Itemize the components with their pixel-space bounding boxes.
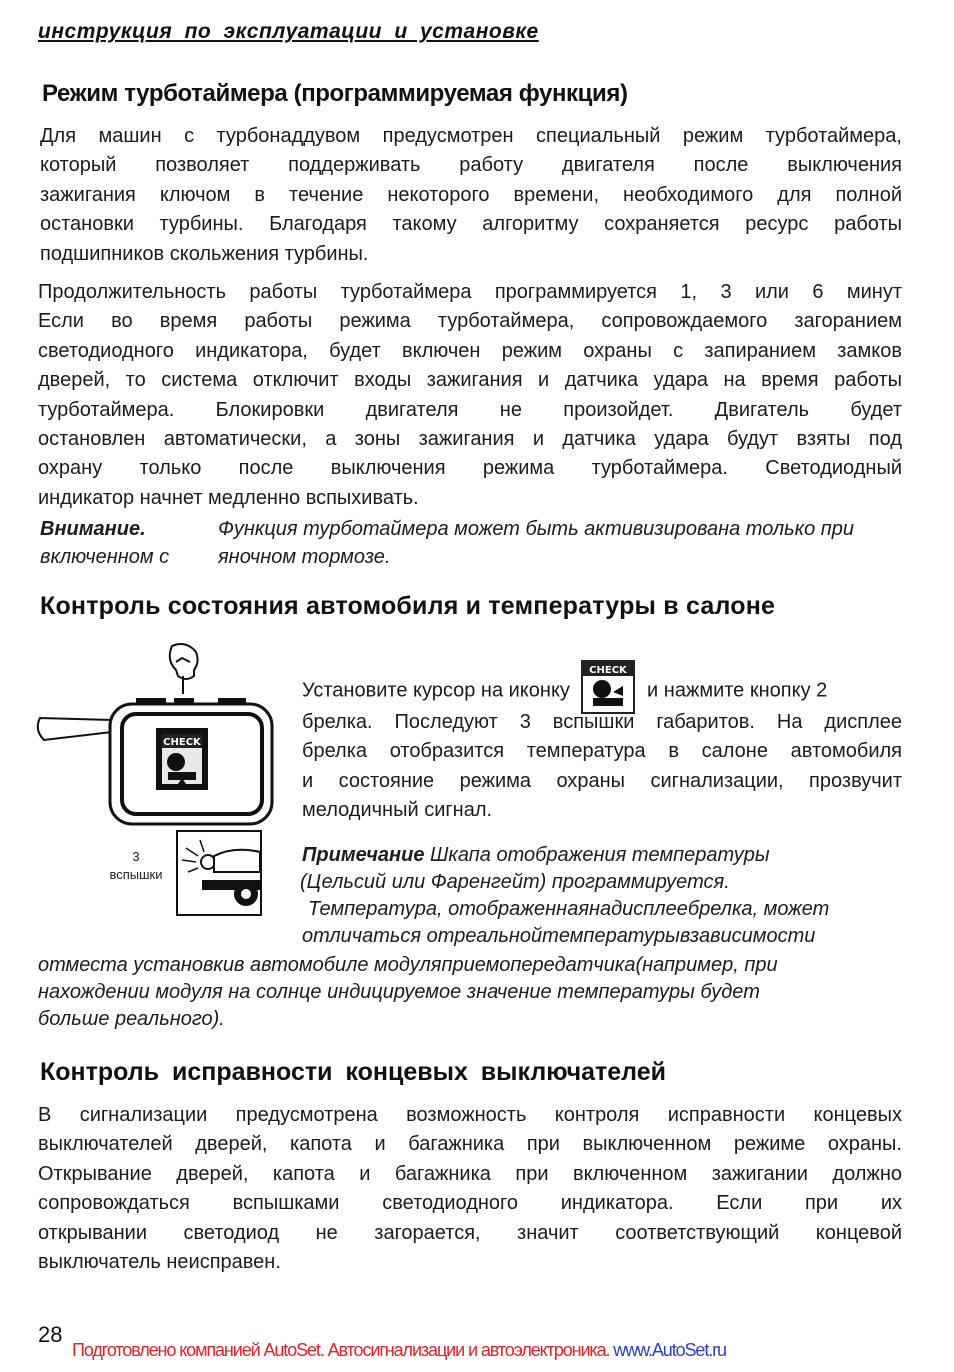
- section-title-temperature: Контроль состояния автомобиля и температуры в салоне: [40, 592, 776, 620]
- note-line-3: Температура, отображеннаянадисплеебрелка, может: [308, 898, 830, 920]
- text-line: турботаймера. Блокировки двигателя не произойдет. Двигатель будет: [38, 398, 902, 421]
- pointing-hand-icon: [170, 644, 198, 694]
- car-headlight-flash-icon: [176, 830, 262, 916]
- section-title-switches: Контроль исправности концевых выключателей: [40, 1058, 667, 1086]
- text-line: Открывание дверей, капота и багажника при включенном зажигании должно: [38, 1162, 902, 1185]
- footer-credit: [72, 1340, 726, 1361]
- flash-count-label: [96, 848, 176, 884]
- text-line: Если во время работы режима турботаймера, сопровождаемого загоранием: [38, 310, 902, 333]
- keyfob-illustration: [36, 640, 276, 830]
- attention-text-cont-2: яночном тормозе.: [218, 546, 391, 568]
- note-wide-block: [38, 952, 888, 1033]
- instruction-text: Установите курсор на иконку: [302, 679, 570, 702]
- text-line: и состояние режима охраны сигнализации, прозвучит: [302, 769, 902, 792]
- page-number: 28: [38, 1322, 63, 1347]
- text-line: выключатель неисправен.: [38, 1251, 281, 1274]
- text-line: брелка. Последуют 3 вспышки габаритов. На дисплее: [302, 711, 902, 733]
- footer-text: Подготовлено компанией AutoSet. Автосигнализации и автоэлектроника.: [72, 1340, 610, 1360]
- text-line: мелодичный сигнал.: [302, 799, 493, 822]
- text-line: охрану только после выключения режима турботаймера. Светодиодный: [38, 457, 902, 480]
- flash-word: вспышки: [109, 867, 163, 882]
- attention-label: Внимание.: [40, 518, 146, 540]
- text-line: Для машин с турбонаддувом предусмотрен специальный режим турботаймера,: [40, 125, 902, 147]
- note-text: отместа установкив автомобиле модуляприемопередатчика(например, при: [38, 954, 778, 976]
- instruction-text: и нажмите кнопку 2: [647, 679, 828, 702]
- text-line: остановлен автоматически, а зоны зажигания и датчика удара будут взяты под: [38, 428, 902, 451]
- text-line: светодиодного индикатора, будет включен режим охраны с запиранием замков: [38, 339, 902, 362]
- turbotimer-paragraph-2: [38, 278, 902, 513]
- page-header: инструкция по эксплуатации и установке: [38, 20, 539, 43]
- note-line-1: [302, 844, 770, 867]
- text-line: В сигнализации предусмотрена возможность контроля исправности концевых: [38, 1104, 902, 1126]
- footer-link[interactable]: www.AutoSet.ru: [613, 1340, 726, 1360]
- text-line: дверей, то система отключит входы зажигания и датчика удара на время работы: [38, 369, 902, 392]
- text-line: выключателей дверей, капота и багажника при выключенном режиме охраны.: [38, 1133, 902, 1156]
- note-line-2: (Цельсий или Фаренгейт) программируется.: [300, 871, 730, 893]
- text-line: подшипников скольжения турбины.: [40, 242, 369, 265]
- check-icon: [581, 660, 635, 714]
- note-text: Шкапа отображения температуры: [430, 844, 770, 866]
- text-line: брелка отобразится температура в салоне автомобиля: [302, 740, 902, 763]
- text-line: сопровождаться вспышками светодиодного индикатора. Если при их: [38, 1192, 902, 1215]
- text-line: индикатор начнет медленно вспыхивать.: [38, 486, 419, 509]
- text-line: открывании светодиод не загорается, значит соответствующий концевой: [38, 1221, 902, 1244]
- attention-text-cont: включенном с: [40, 546, 170, 568]
- turbotimer-paragraph-1: [40, 122, 902, 269]
- text-line: Продолжительность работы турботаймера программируется 1, 3 или 6 минут: [38, 281, 902, 303]
- note-label: Примечание: [302, 844, 425, 866]
- section-title-turbotimer: Режим турботаймера (программируемая функция): [42, 80, 628, 107]
- text-line: остановки турбины. Благодаря такому алгоритму сохраняется ресурс работы: [40, 213, 902, 236]
- switches-paragraph: [38, 1101, 902, 1277]
- svg-text:CHECK: CHECK: [163, 737, 201, 748]
- text-line: который позволяет поддерживать работу двигателя после выключения: [40, 154, 902, 177]
- flash-count: 3: [132, 849, 140, 864]
- text-line: зажигания ключом в течение некоторого времени, необходимого для полной: [40, 183, 902, 206]
- note-text: больше реального).: [38, 1008, 225, 1030]
- note-line-4: отличаться отреальнойтемпературывзависимости: [302, 925, 816, 947]
- svg-text:CHECK: CHECK: [589, 665, 628, 676]
- attention-text: Функция турботаймера может быть активизирована только при: [218, 518, 855, 540]
- temperature-paragraph: [302, 708, 902, 826]
- note-text: нахождении модуля на солнце индицируемое значение температуры будет: [38, 981, 760, 1003]
